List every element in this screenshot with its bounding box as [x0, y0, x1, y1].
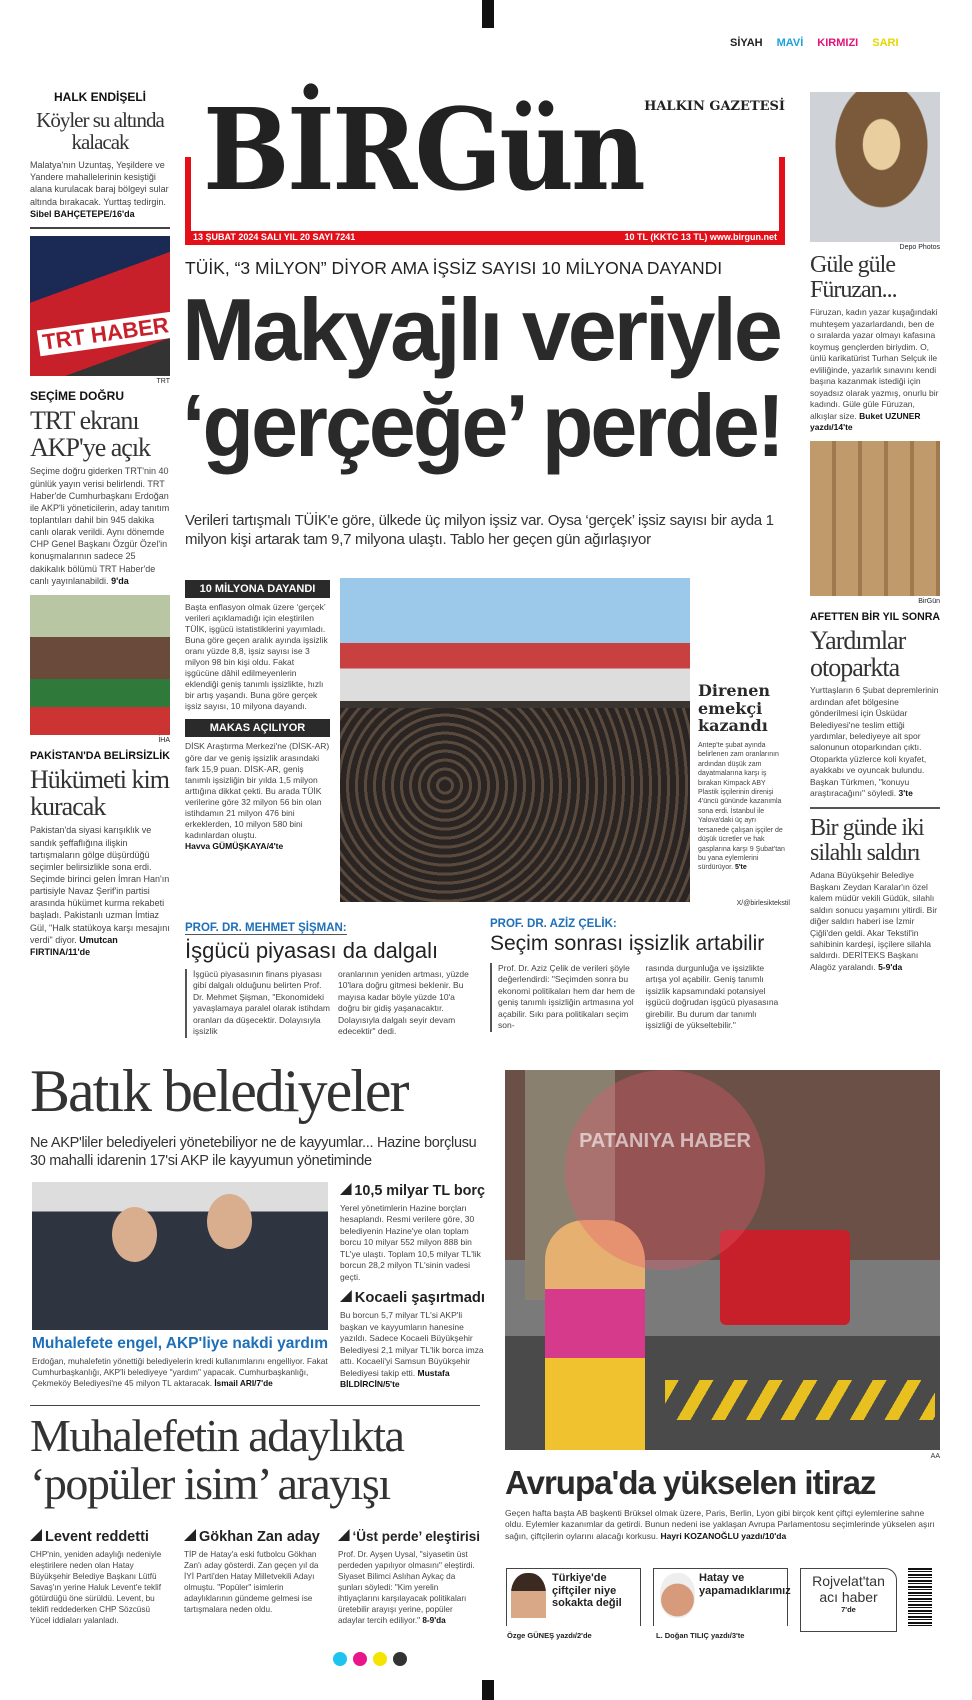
story-body: Seçime doğru giderken TRT'nin 40 günlük yayın verisi belirlendi. TRT Haber'de Cumhurbaşkanı Erdoğan ile AKP'li yöneticilerin, aday tanıtım toplantıları dahil bin 945 dakika canlı olarak verildi. Aynı dönemde CHP Genel Başkanı Özgür Özel'in konuşmalarının sadece 25 dakikalık bölümü TRT Haber'de canlı yayınlanabildi. 9'da	[30, 466, 170, 586]
cyan-dot	[333, 1652, 347, 1666]
furuzan-photo	[810, 92, 940, 242]
sub-story-1	[185, 918, 475, 1038]
triangle-icon	[184, 1529, 196, 1541]
story-kicker: HALK ENDİŞELİ	[53, 90, 146, 104]
pakistan-photo	[30, 595, 170, 735]
lead-box-1	[185, 580, 330, 852]
triangle-icon	[338, 1529, 350, 1541]
side-title[interactable]: Kocaeli şaşırtmadı	[340, 1289, 485, 1306]
sub-kicker: PROF. DR. AZİZ ÇELİK:	[490, 918, 617, 930]
erdogan-photo	[32, 1182, 328, 1330]
story-title[interactable]: Güle güle Füruzan...	[810, 252, 897, 304]
trt-photo-text: TRT HABER	[37, 312, 170, 357]
column-box-3[interactable]	[800, 1568, 897, 1632]
col-title[interactable]: ‘Üst perde’ eleştirisi	[338, 1528, 480, 1544]
title-line: ‘popüler isim’ arayışı	[30, 1458, 390, 1510]
lead-kicker: TÜİK, “3 MİLYON” DİYOR AMA İŞSİZ SAYISI 10 MİLYONA DAYANDI	[185, 258, 723, 278]
lead-side-story	[698, 682, 788, 873]
story-title[interactable]: TRT ekranı AKP'ye açık	[30, 405, 151, 463]
side-body: Antep'te şubat ayında belirlenen zam oranlarının ardından düşük zam dayatmalarına karşı iş bırakan Kimpack ABY Plastik işçilerinin direnişi 4'üncü gününde kazanımla sona erdi. İstanbul ile Yalova'daki üç ayrı tersanede çalışan işçiler de düşük ücretler ve hak gasplarına karşı 9 Şubat'tan bu yana eylemlerini sürdürüyor. 5'te	[698, 741, 785, 872]
column-box-2[interactable]	[653, 1568, 791, 1640]
magenta-dot	[353, 1652, 367, 1666]
story-body: Malatya'nın Uzuntaş, Yeşildere ve Yandere mahallelerinin kesiştiği alana kurulacak baraj bölgeyi sular altında bırakacak. Yurttaş tedirgin. Sibel BAHÇETEPE/16'da	[30, 160, 169, 219]
story-title[interactable]: Köyler su altında kalacak	[36, 108, 164, 155]
side-title[interactable]: 10,5 milyar TL borç	[340, 1182, 485, 1199]
col-title[interactable]: Levent reddetti	[30, 1529, 149, 1545]
muhalefet-columns	[30, 1528, 480, 1626]
watermark: PATANIYA HABER	[565, 1070, 765, 1270]
registration-mark	[482, 1680, 494, 1700]
photo-credit: AA	[930, 1453, 940, 1460]
batik-deck: Ne AKP'liler belediyeleri yönetebiliyor ne de kayyumlar... Hazine borçlusu 30 mahalli idarenin 17'si AKP ile kayyumun yönetiminde	[30, 1135, 477, 1170]
color-label-black: SİYAH	[730, 37, 763, 49]
muhalefet-col	[338, 1528, 480, 1626]
face	[112, 1207, 157, 1262]
registration-mark	[482, 0, 494, 28]
color-dots	[333, 1652, 407, 1666]
sub-col: Prof. Dr. Aziz Çelik de verileri şöyle değerlendirdi: "Seçimden sonra bu ekonomi politikaları hem dar hem de geniş tanımlı işsizliğin artmasına yol açabilir. Sıkı para politikaları seçim son-	[498, 963, 636, 1031]
box-body: Başta enflasyon olmak üzere ‘gerçek’ verileri açıklamadığı için eleştirilen TÜİK, işgücü istatistiklerini yayımladı. Buna göre geçen aralık ayında işsizlik oranı yüzde 8,8, işsiz sayısı ise 3 milyon 98 bin kişi oldu. Fakat işgücüne dâhil edilmeyenlerin eklendiği geniş tanımlı işsizlikte, hızlı bir artış yaşandı. Buna göre gerçek işsiz sayısı, 10 milyona dayandı.	[185, 602, 328, 712]
batik-photo-title[interactable]: Muhalefete engel, AKP'liye nakdi yardım	[32, 1335, 328, 1352]
avrupa-title[interactable]: Avrupa'da yükselen itiraz	[505, 1464, 876, 1501]
headline-line-2: ‘gerçeğe’ perde!	[182, 376, 782, 475]
triangle-icon	[340, 1183, 351, 1195]
story-title[interactable]: Yardımlar otoparkta	[810, 625, 906, 682]
story-body: Yurttaşların 6 Şubat depremlerinin ardından afet bölgesine gönderilmesi için Üsküdar Belediyesi'ne teslim ettiği yardımlar, belediyeye ait spor salonunun otoparkından çıktı. Otoparkta yüzlerce koli kıyafet, ayakkabı ve oyuncak bulundu. Başkan Türkmen, "konuyu araştıracağını" söyledi. 3'te	[810, 685, 939, 799]
col-body: Prof. Dr. Ayşen Uysal, "siyasetin üst perdeden yapılıyor olmasını" eleştirdi. Siyaset Bilimci Aslıhan Aykaç da şunları söyledi: "Kim yerelin ihtiyaçlarını karşılayacak politikaları üretebilir arayışı yerine, popüler adaylar tercih ediliyor." 8-9'da	[338, 1550, 475, 1626]
story-kicker: SEÇİME DOĞRU	[30, 388, 125, 403]
column-byline: Özge GÜNEŞ yazdı/2'de	[507, 1631, 592, 1640]
muhalefet-title[interactable]	[30, 1412, 480, 1509]
lead-headline[interactable]	[182, 282, 787, 474]
headline-line-1: Makyajlı veriyle	[182, 280, 780, 379]
batik-title[interactable]: Batık belediyeler	[30, 1058, 408, 1124]
avrupa-body: Geçen hafta başta AB başkenti Brüksel olmak üzere, Paris, Berlin, Lyon gibi birçok kent çiftçi eylemlerine sahne oldu. Eylemler kazanımlar da getirdi. Bunun nedeni ise yaklaşan Avrupa Parlamentosu seçimlerinde yükselen aşırı sağın, çiftçilerin oylarını alacağı korkusu. Hayri KOZANOĞLU yazdı/10'da	[505, 1508, 935, 1541]
author-photo	[511, 1573, 546, 1618]
photo-credit: Depo Photos	[899, 244, 940, 251]
masthead	[185, 85, 785, 250]
batik-side	[340, 1182, 485, 1391]
column-box-1[interactable]	[506, 1568, 641, 1640]
muhalefet-col	[30, 1528, 172, 1626]
yellow-dot	[373, 1652, 387, 1666]
story-kicker: AFETTEN BİR YIL SONRA	[810, 610, 941, 623]
masthead-logo: BİRGün	[203, 85, 643, 216]
col-title[interactable]: Gökhan Zan aday	[184, 1529, 320, 1545]
triangle-icon	[340, 1290, 352, 1302]
barcode	[908, 1568, 932, 1626]
sub-col: İşgücü piyasasının finans piyasası gibi dalgalı olduğunu belirten Prof. Dr. Mehmet Şişman, "Ekonomideki yavaşlamaya paralel olarak istihdam oranları da düşecektir. Dolayısıyla işsizlik	[193, 969, 331, 1037]
face	[207, 1194, 252, 1249]
story-body: Füruzan, kadın yazar kuşağındaki muhteşem yazarlardandı, ben de o sıralarda yazar olmayı kafasına koymuş gençlerden biriydim. O, ünlü karikatürist Turhan Selçuk ile evliliğinde, yazarlık sınavını kendi başına kazanmak istediği için soyadsız olarak yazmış, onurlu bir kadındı. Güle güle Füruzan, alkışlar size. Buket UZUNER yazdı/14'te	[810, 307, 939, 433]
color-label-magenta: KIRMIZI	[817, 37, 859, 49]
sub-col: oranlarının yeniden artması, yüzde 10'lara doğru gitmesi beklenir. Bu mayısa kadar böyle yüzde 10'a doğru bir gidiş yaşanacaktır. Dolayısıyla dalgalı seyir devam edecektir" dedi.	[338, 969, 469, 1037]
box-body: DİSK Araştırma Merkezi'ne (DİSK-AR) göre dar ve geniş işsizlik arasındaki fark 15,9 puan. DİSK-AR, geniş tanımlı işsizliğin bir yılda 1,5 milyon arttığına dikkat çekti. Bu arada TÜİK verilerine göre 32 milyon 56 bin olan istihdamın 21 milyon 476 bini erkeklerden, 10 milyon 580 bini kadınlardan oluştu. Havva GÜMÜŞKAYA/4'te	[185, 741, 330, 851]
photo-credit: BirGün	[918, 597, 940, 605]
story-kicker: PAKİSTAN'DA BELİRSİZLİK	[30, 749, 171, 762]
tractor	[720, 1230, 850, 1325]
col-body: CHP'nin, yeniden adaylığı nedeniyle eleştirilere neden olan Hatay Büyükşehir Belediye Başkanı Lütfü Savaş'ın yerine Haluk Levent'e teklif götürdüğü öne sürüldü. Levent, bu teklifi reddederken CHP Sözcüsü Yücel iddiaları yalanladı.	[30, 1550, 162, 1626]
left-column	[30, 88, 170, 958]
story-title[interactable]: Hükümeti kim kuracak	[30, 764, 169, 822]
batik-photo-body: Erdoğan, muhalefetin yönettiği belediyelerin kredi kullanımlarını engelliyor. Fakat Cumhurbaşkanlığı, AKP'li belediyeye "yardım" yapacak. Cumhurbaşkanlığı, Çekmeköy Belediyesi'ne 45 milyon TL aktaracak. İsmail ARI/7'de	[32, 1356, 328, 1389]
lead-deck: Verileri tartışmalı TÜİK'e göre, ülkede üç milyon işsiz var. Oysa ‘gerçek’ işsiz sayısı bir ayda 1 milyon kişi artarak tam 9,7 milyona ulaştı. Tablo her geçen gün ağırlaşıyor	[185, 512, 774, 548]
side-body: Bu borcun 5,7 milyar TL'si AKP'li başkan ve kayyumların hanesine yazıldı. Sadece Kocaeli Büyükşehir Belediyesi 2,1 milyar TL'lik borca imza attı. Kocaeli'yi Samsun Büyükşehir Belediyesi takip etti. Mustafa BİLDİRCİN/5'te	[340, 1310, 484, 1390]
road-markings	[665, 1380, 935, 1420]
sub-kicker: PROF. DR. MEHMET ŞİŞMAN:	[185, 922, 347, 934]
aid-boxes-photo	[810, 441, 940, 596]
issue-info: 13 ŞUBAT 2024 SALI YIL 20 SAYI 7241	[193, 232, 356, 242]
print-color-labels	[730, 37, 899, 49]
sub-story-2	[490, 918, 785, 1032]
photo-credit: İHA	[158, 736, 170, 744]
protest-photo	[340, 578, 690, 902]
color-label-yellow: SARI	[872, 37, 899, 49]
col-body: TİP de Hatay'a eski futbolcu Gökhan Zan'ı aday gösterdi. Zan geçen yıl da İYİ Parti'den Hatay Milletvekili Adayı olmuştu. "Popüler" isimlerin adaylıklarının gündeme gelmesi ise tartışmalara neden oldu.	[184, 1550, 319, 1615]
muhalefet-col	[184, 1528, 326, 1626]
column-title: Rojvelat'tan acı haber	[812, 1573, 885, 1606]
sub-title[interactable]: İşgücü piyasası da dalgalı	[185, 938, 439, 963]
story-title[interactable]: Bir günde iki silahlı saldırı	[810, 814, 924, 866]
photo-credit: TRT	[156, 377, 170, 385]
tractor-protest-photo	[505, 1070, 940, 1450]
sub-col: rasında durgunluğa ve işsizlikte artışa yol açabilir. Geniş tanımlı işsizlik kapsamındaki potansiyel işgücü doğrudan işgücü piyasasına girebilir. Bu durum dar tanımlı işsizliği de yükseltebilir."	[645, 963, 779, 1031]
column-title: Türkiye'de çiftçiler niye sokakta değil	[552, 1572, 622, 1610]
divider	[30, 1405, 480, 1406]
box-title: MAKAS AÇILIYOR	[185, 719, 330, 737]
column-byline: 7'de	[841, 1605, 856, 1615]
story-body: Pakistan'da siyasi karışıklık ve sandık şeffaflığına ilişkin tartışmaların gölge düşürdüğü seçimler belirsizlikle sona erdi. Seçimde birinci gelen İmran Han'ın partisiyle Navaz Şerif'in partisi arasında hükümet kurma rekabeti başladı. Pakistanlı uzman İmtiaz Gül, "Halk statükoya karşı mesajını verdi" diyor. Umutcan FIRTINA/11'de	[30, 825, 170, 957]
masthead-tagline: HALKIN GAZETESİ	[644, 99, 785, 114]
column-title: Hatay ve yapamadıklarımız	[699, 1572, 791, 1598]
side-title[interactable]: Direnen emekçi kazandı	[698, 681, 771, 736]
side-body: Yerel yönetimlerin Hazine borçları hesaplandı. Resmi verilere göre, 30 belediyenin Hazine'ye olan toplam borcu 10 milyar 552 milyon 888 bin TL'ye ulaştı. Toplam 10,5 milyar TL'lik borcun 28,2 milyon TL'sinin vadesi geçti.	[340, 1203, 481, 1282]
trt-photo	[30, 236, 170, 376]
column-byline: L. Doğan TILIÇ yazdı/3'te	[656, 1631, 745, 1640]
author-photo	[660, 1573, 695, 1618]
box-title: 10 MİLYONA DAYANDI	[185, 580, 330, 598]
right-column	[810, 92, 940, 973]
triangle-icon	[30, 1529, 42, 1541]
sub-title[interactable]: Seçim sonrası işsizlik artabilir	[490, 932, 765, 955]
masthead-bottom-bar	[185, 231, 785, 245]
column-title-wrap	[699, 1572, 791, 1598]
crowd	[340, 708, 690, 902]
black-dot	[393, 1652, 407, 1666]
title-line: Muhalefetin adaylıkta	[30, 1410, 404, 1461]
story-body: Adana Büyükşehir Belediye Başkanı Zeydan Karalar'ın özel kalem müdür vekili Güdük, silahlı saldırı sonucu yaşamını yitirdi. Bir diğer saldırı haberi ise İzmir Çiğli'den geldi. Akar Tekstil'in sahibinin kardeşi, işçilere silahla saldırdı. DERİTEKS Başkanı Alagöz yaralandı. 5-9'da	[810, 870, 938, 972]
price-info: 10 TL (KKTC 13 TL) www.birgun.net	[624, 232, 777, 242]
color-label-cyan: MAVİ	[776, 37, 804, 49]
photo-credit: X/@birlesiktekstil	[736, 900, 790, 907]
